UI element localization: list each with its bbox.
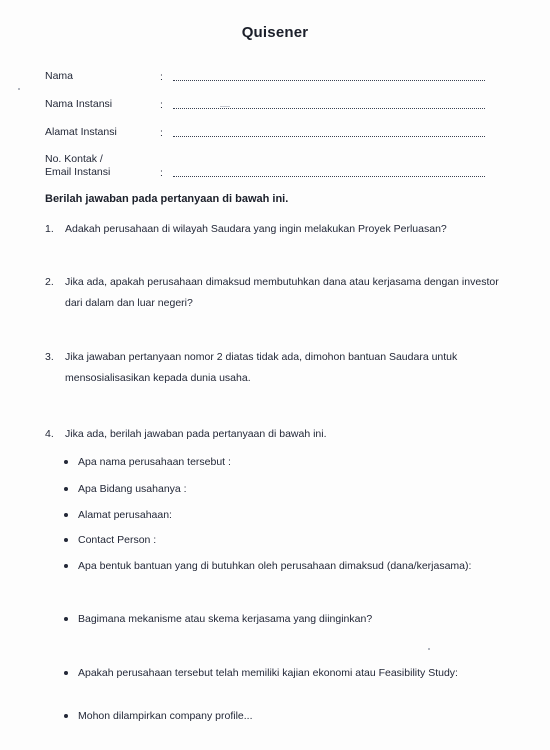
field-colon: : [160,71,163,83]
sub-item [64,559,514,573]
field-nama [45,70,485,84]
bullet-icon [64,538,68,542]
scan-speck [220,106,230,107]
sub-item-text: Contact Person : [78,534,157,546]
bullet-icon [64,671,68,675]
sub-item-text: Apa Bidang usahanya : [78,483,187,495]
field-dotted-line [173,135,485,137]
question-2 [45,272,505,316]
bullet-icon [64,617,68,621]
field-colon: : [160,127,163,139]
bullet-icon [64,513,68,517]
bullet-icon [64,460,68,464]
question-text: Jika ada, apakah perusahaan dimaksud membutuhkan dana atau kerjasama dengan investor dari dalam dan luar negeri? [65,276,499,309]
sub-item-text: Mohon dilampirkan company profile... [78,710,253,722]
field-label: Nama Instansi [45,98,113,110]
sub-item-text: Alamat perusahaan: [78,509,172,521]
sub-item-text: Apa bentuk bantuan yang di butuhkan oleh perusahaan dimaksud (dana/kerjasama): [78,560,472,572]
field-alamat-instansi [45,126,485,140]
bullet-icon [64,487,68,491]
sub-item [64,666,514,680]
field-colon: : [160,167,163,179]
sub-item-text: Apa nama perusahaan tersebut : [78,456,231,468]
field-label: No. Kontak / Email Instansi [45,153,111,178]
sub-item-text: Bagimana mekanisme atau skema kerjasama yang diinginkan? [78,613,373,625]
sub-item [64,533,514,547]
question-3 [45,347,505,391]
scan-speck [18,88,20,90]
field-colon: : [160,99,163,111]
question-number: 2. [45,276,54,288]
field-label: Alamat Instansi [45,126,117,138]
sub-item [64,709,514,723]
question-number: 1. [45,223,54,235]
sub-item [64,612,514,626]
question-1 [45,219,505,241]
bullet-icon [64,714,68,718]
field-nama-instansi [45,98,485,112]
sub-item [64,482,514,496]
question-4 [45,424,505,446]
bullet-icon [64,564,68,568]
question-number: 3. [45,351,54,363]
field-kontak-email [45,153,485,180]
question-text: Jika jawaban pertanyaan nomor 2 diatas tidak ada, dimohon bantuan Saudara untuk mensosialisasikan kepada dunia usaha. [65,351,458,384]
sub-item-text: Apakah perusahaan tersebut telah memiliki kajian ekonomi atau Feasibility Study: [78,667,458,679]
instruction-text: Berilah jawaban pada pertanyaan di bawah ini. [45,193,289,205]
document-title: Quisener [241,24,309,41]
field-dotted-line [173,107,485,109]
sub-item [64,508,514,522]
question-text: Jika ada, berilah jawaban pada pertanyaan di bawah ini. [65,428,327,440]
sub-item [64,455,514,469]
field-dotted-line [173,175,485,177]
question-number: 4. [45,428,54,440]
field-dotted-line [173,79,485,81]
scan-speck [428,648,430,650]
field-label: Nama [45,70,74,82]
question-text: Adakah perusahaan di wilayah Saudara yang ingin melakukan Proyek Perluasan? [65,223,447,235]
